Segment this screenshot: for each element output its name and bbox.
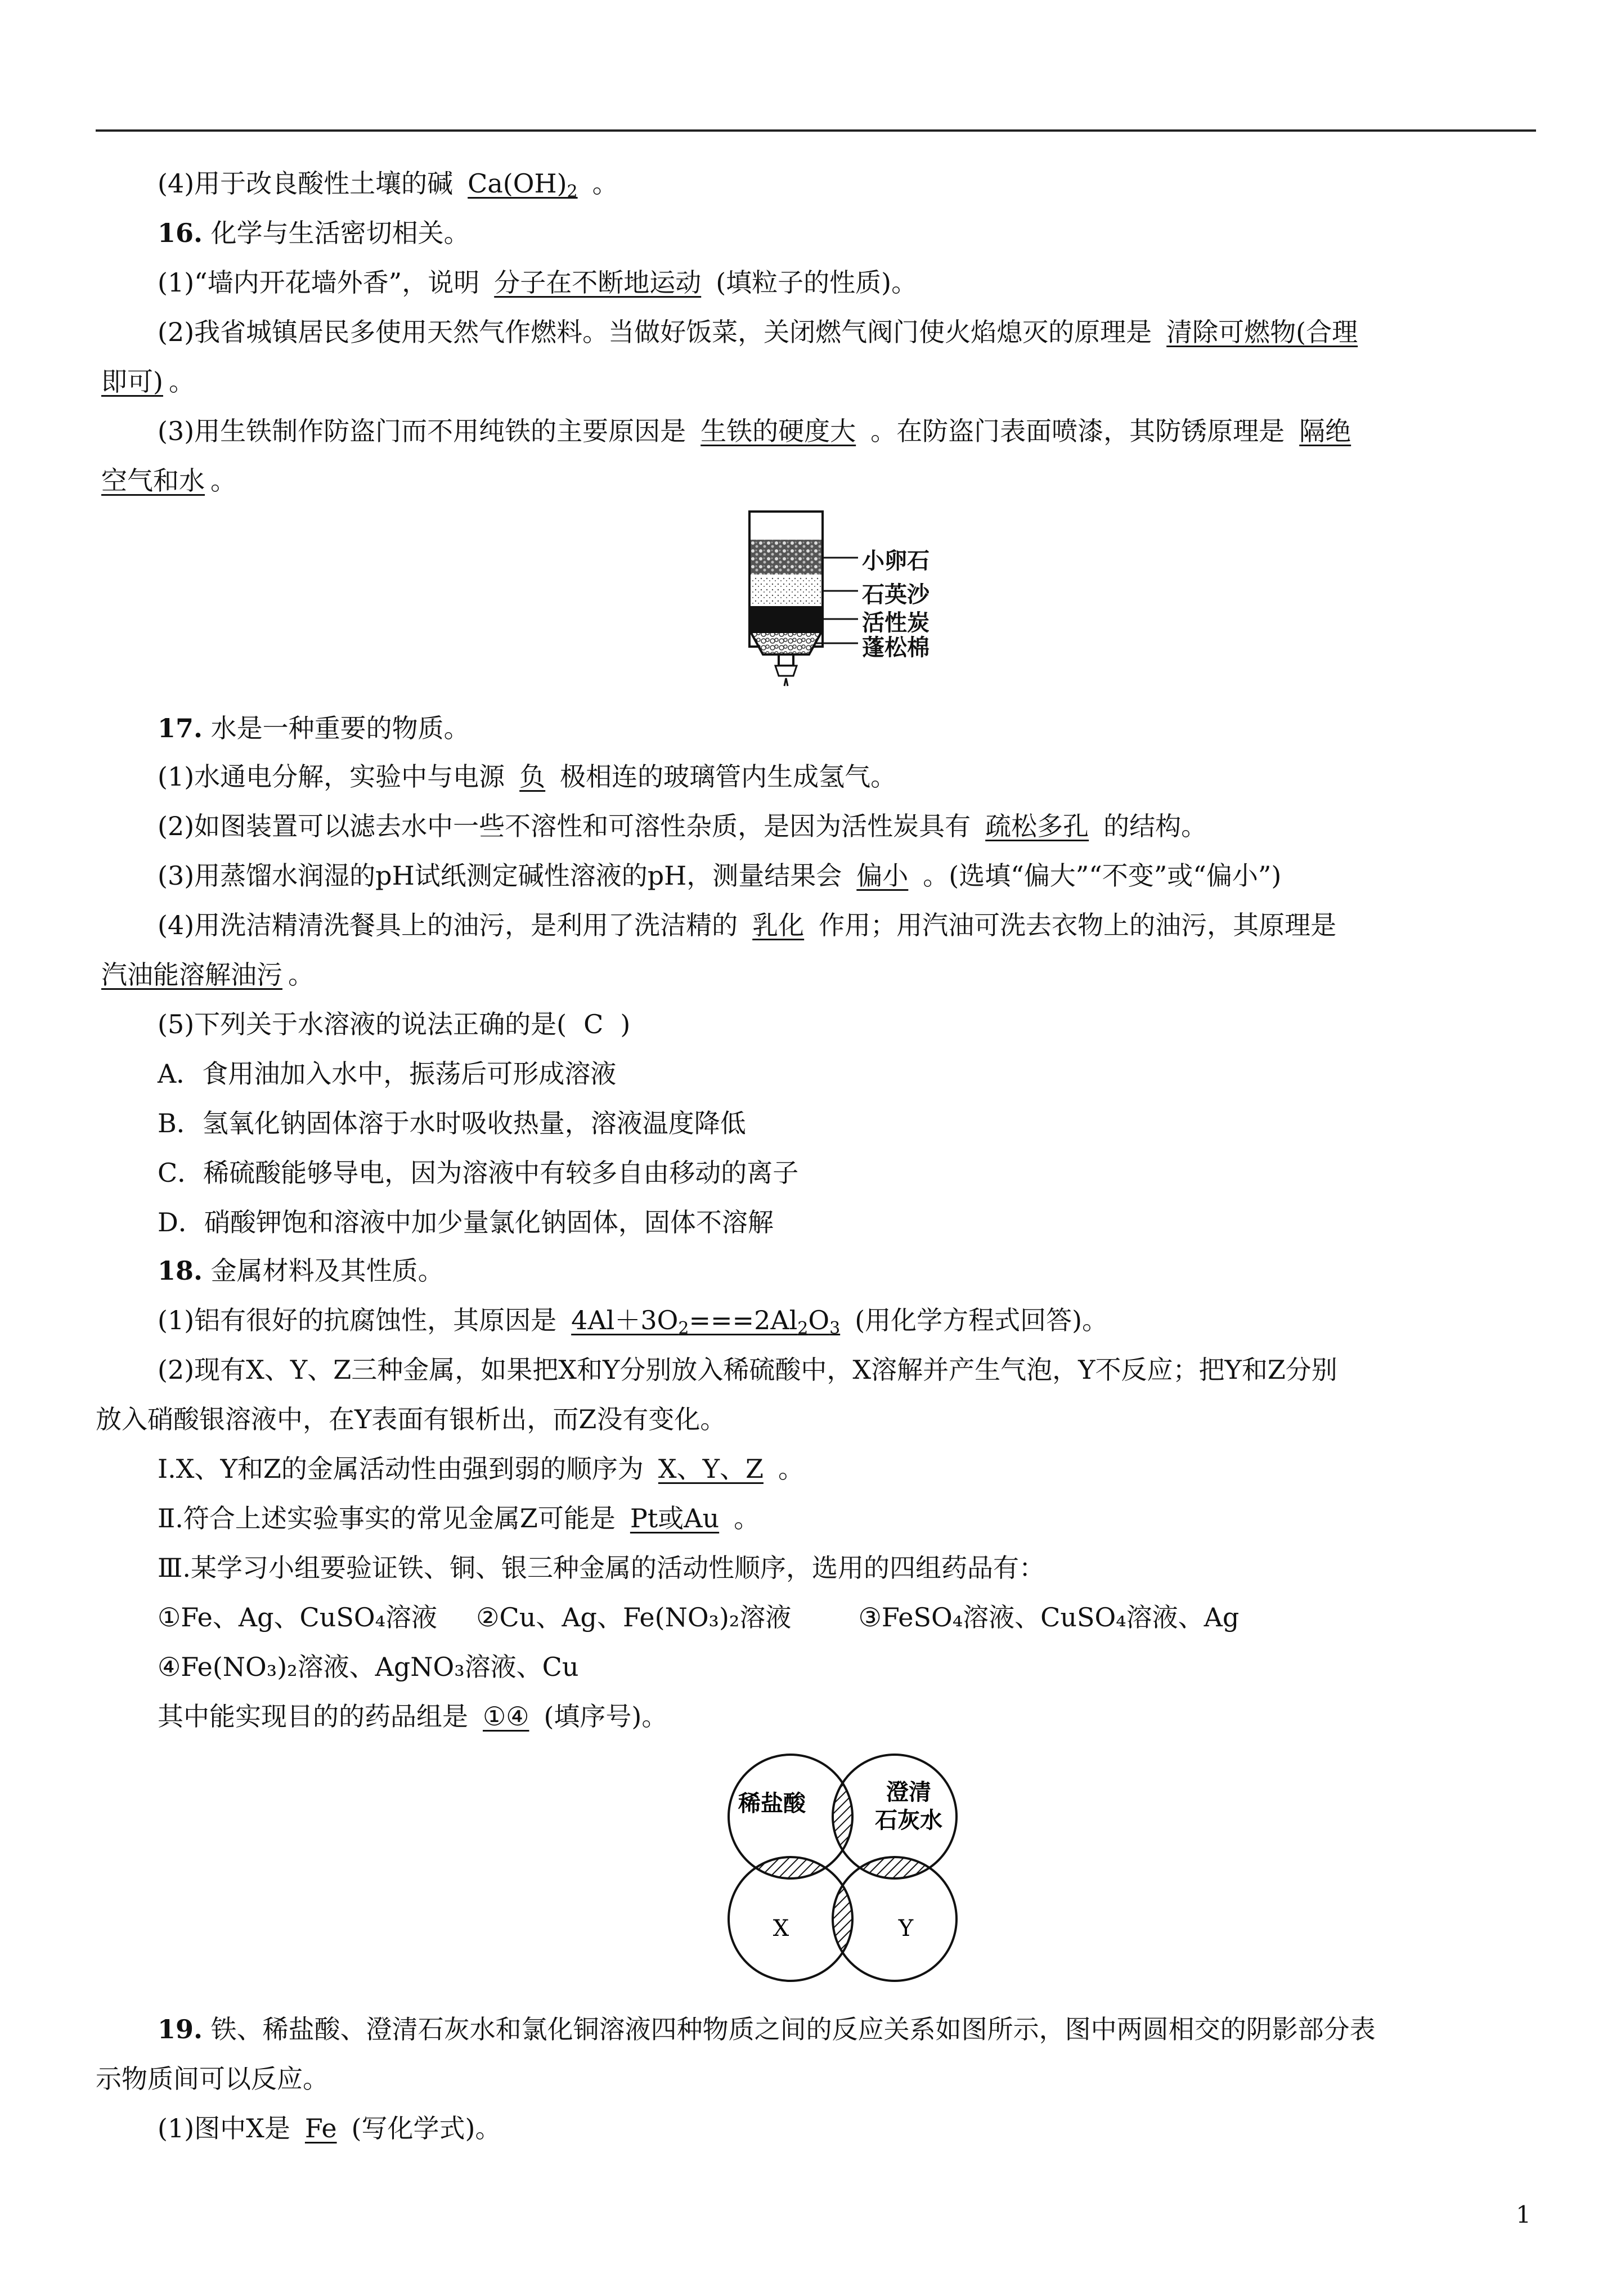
answer-blank: Pt或Au	[630, 1503, 720, 1533]
water-filter-figure	[743, 509, 968, 695]
answer-blank: 生铁的硬度大	[701, 416, 856, 446]
q17-3-line: (3)用蒸馏水润湿的pH试纸测定碱性溶液的pH，测量结果会 偏小 。(选填“偏大”“不变”或“偏小”)	[158, 860, 1282, 891]
venn-label-x: X	[773, 1916, 789, 1941]
venn-label-acid: 稀盐酸	[738, 1791, 806, 1817]
q17-5-line: (5)下列关于水溶液的说法正确的是( C )	[158, 1009, 631, 1039]
answer-blank: $Ca(OH)_2$	[468, 168, 578, 201]
answer-blank: 空气和水	[101, 465, 205, 496]
q18-2-line-cont: 放入硝酸银溶液中，在Y表面有银析出，而Z没有变化。	[96, 1404, 726, 1434]
answer-blank: 疏松多孔	[985, 811, 1089, 841]
page-number: 1	[1516, 2201, 1531, 2228]
q17-4-line: (4)用洗洁精清洗餐具上的油污，是利用了洗洁精的 乳化 作用；用汽油可洗去衣物上的油污，其原理是	[158, 908, 1348, 942]
answer-blank: 隔绝	[1299, 416, 1351, 446]
q19-line-cont: 示物质间可以反应。	[96, 2064, 329, 2094]
venn-label-y: Y	[898, 1916, 914, 1941]
answer-blank: $4Al+3O_2===2Al_2O_3$	[571, 1305, 841, 1338]
q18-I-line: Ⅰ.X、Y和Z的金属活动性由强到弱的顺序为 X、Y、Z 。	[158, 1454, 804, 1484]
q16-2-line-cont: 即可) 。	[96, 365, 195, 398]
pebble-layer	[751, 540, 821, 575]
q17-1-line: (1)水通电分解，实验中与电源 负 极相连的玻璃管内生成氢气。	[158, 761, 897, 792]
q17-5-option-b: B．氢氧化钠固体溶于水时吸收热量，溶液温度降低	[158, 1108, 746, 1138]
q18-III-line: Ⅲ.某学习小组要验证铁、铜、银三种金属的活动性顺序，选用的四组药品有：	[158, 1553, 1045, 1583]
outlet	[779, 654, 793, 666]
answer-blank	[1336, 910, 1348, 940]
label-carbon: 活性炭	[862, 610, 930, 636]
label-cotton: 蓬松棉	[862, 635, 930, 661]
answer-blank: 汽油能溶解油污	[101, 959, 282, 990]
q16-2-line: (2)我省城镇居民多使用天然气作燃料。当做好饭菜，关闭燃气阀门使火焰熄灭的原理是 清除可燃物(合理	[158, 315, 1372, 349]
q17-title: 17. 水是一种重要的物质。	[158, 713, 470, 743]
q16-title: 16. 化学与生活密切相关。	[158, 218, 470, 248]
q18-options-line	[158, 1600, 1239, 1634]
sand-layer	[751, 576, 821, 605]
cotton-layer	[751, 632, 821, 654]
venn-diagram	[720, 1745, 968, 1992]
q19-1-line: (1)图中X是 Fe (写化学式)。	[158, 2113, 501, 2143]
q17-4-line-cont: 汽油能溶解油污 。	[96, 958, 314, 992]
answer-blank: Fe	[304, 2113, 337, 2143]
answer-blank: 分子在不断地运动	[494, 267, 702, 298]
label-sand: 石英沙	[862, 582, 930, 608]
answer-blank: 乳化	[752, 910, 805, 940]
venn-label-limewater-b: 石灰水	[875, 1808, 942, 1833]
q17-5-option-c: C．稀硫酸能够导电，因为溶液中有较多自由移动的离子	[158, 1158, 799, 1188]
q16-3-line-cont: 空气和水 。	[96, 464, 236, 497]
q17-2-line: (2)如图装置可以滤去水中一些不溶性和可溶性杂质，是因为活性炭具有 疏松多孔 的结构。	[158, 811, 1207, 841]
q18-select-line: 其中能实现目的的药品组是 ①④ (填序号)。	[158, 1701, 668, 1732]
q18-II-line: Ⅱ.符合上述实验事实的常见金属Z可能是 Pt或Au 。	[158, 1503, 760, 1533]
answer-blank: 负	[519, 761, 546, 792]
q18-2-line: (2)现有X、Y、Z三种金属，如果把X和Y分别放入稀硫酸中，X溶解并产生气泡，Y不反应；把Y和Z分别	[158, 1355, 1337, 1385]
carbon-layer	[751, 606, 821, 632]
header-rule	[96, 129, 1536, 132]
reaction-venn-figure	[720, 1745, 968, 1992]
q18-title: 18. 金属材料及其性质。	[158, 1255, 444, 1286]
option-1: ①Fe、Ag、CuSO₄溶液	[158, 1602, 438, 1633]
q17-5-option-d: D．硝酸钾饱和溶液中加少量氯化钠固体，固体不溶解	[158, 1207, 774, 1237]
option-3: ③FeSO₄溶液、CuSO₄溶液、Ag	[858, 1602, 1240, 1633]
q17-5-option-a: A．食用油加入水中，振荡后可形成溶液	[158, 1059, 617, 1089]
q19-line: 19. 铁、稀盐酸、澄清石灰水和氯化铜溶液四种物质之间的反应关系如图所示，图中两圆相交的阴影部分表	[158, 2014, 1376, 2044]
q15-4-line: (4)用于改良酸性土壤的碱 $Ca(OH)_2$ 。	[158, 168, 618, 201]
answer-blank: ①④	[483, 1701, 529, 1732]
venn-label-limewater-a: 澄清	[886, 1779, 931, 1805]
option-2: ②Cu、Ag、Fe(NO₃)₂溶液	[476, 1602, 792, 1633]
q18-1-line: (1)铝有很好的抗腐蚀性，其原因是 $4Al+3O_2===2Al_2O_3$ (用化学方程式回答)。	[158, 1305, 1108, 1338]
answer-blank: X、Y、Z	[658, 1454, 764, 1484]
water-filter-diagram	[743, 509, 968, 695]
q16-1-line: (1)“墙内开花墙外香”，说明 分子在不断地运动 (填粒子的性质)。	[158, 267, 918, 298]
answer-blank: 偏小	[856, 860, 909, 891]
answer-blank: 清除可燃物(合理	[1166, 317, 1358, 347]
q16-3-line: (3)用生铁制作防盗门而不用纯铁的主要原因是 生铁的硬度大 。在防盗门表面喷漆，其防锈原理是 隔绝	[158, 414, 1366, 448]
label-pebble: 小卵石	[862, 548, 930, 574]
answer-choice: C	[583, 1009, 604, 1039]
answer-blank: 即可)	[101, 366, 163, 397]
option-4: ④Fe(NO₃)₂溶液、AgNO₃溶液、Cu	[158, 1652, 579, 1682]
